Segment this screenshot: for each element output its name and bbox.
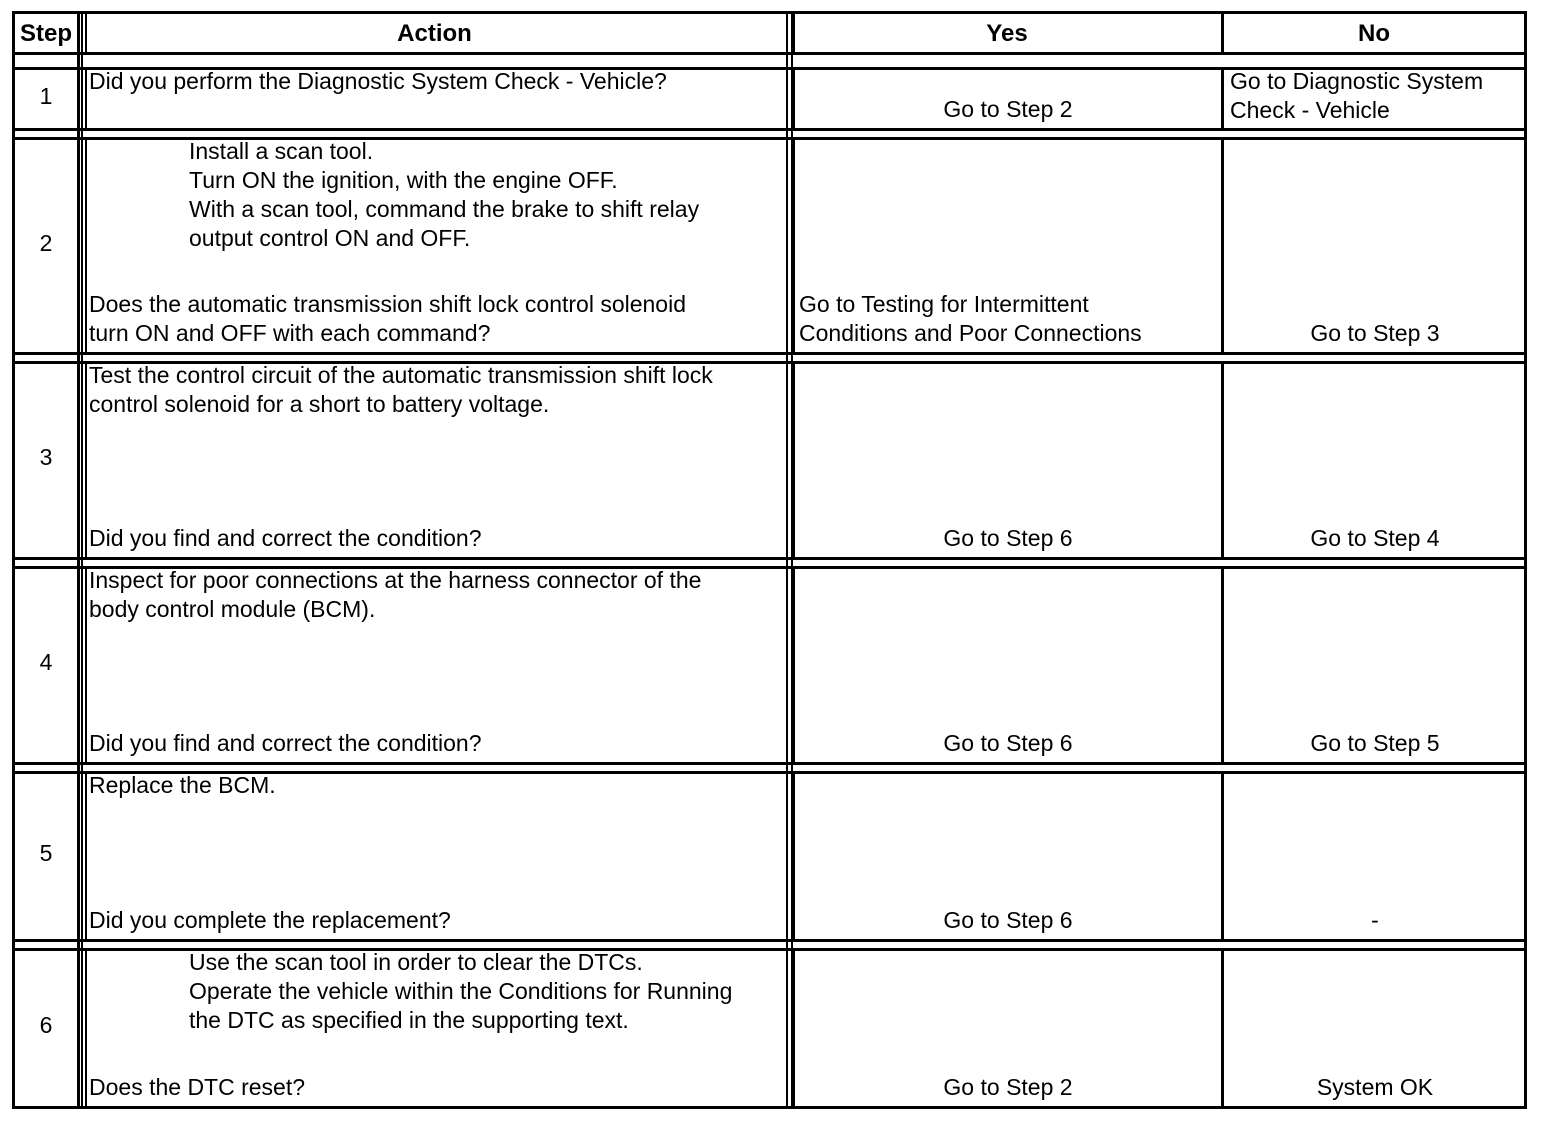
no-text [1230, 1073, 1520, 1102]
action-line: output control ON and OFF. [189, 225, 471, 251]
action-line: Operate the vehicle within the Conditions for Running [189, 978, 733, 1004]
yes-cell [793, 945, 1221, 1106]
action-line: body control module (BCM). [89, 596, 376, 622]
step-number: 1 [39, 83, 53, 109]
no-text [1230, 319, 1520, 348]
no-cell [1224, 768, 1524, 939]
header-no: No [1358, 20, 1390, 47]
action-text [89, 67, 782, 96]
action-cell [83, 64, 786, 128]
no-line: Go to Step 4 [1310, 525, 1440, 551]
yes-line: Conditions and Poor Connections [799, 320, 1142, 346]
step-number: 4 [39, 649, 53, 675]
action-question [89, 290, 782, 348]
action-line: Install a scan tool. [189, 138, 374, 164]
action-line: the DTC as specified in the supporting text. [189, 1007, 629, 1033]
action-line: Did you find and correct the condition? [89, 525, 482, 551]
action-cell [83, 563, 786, 762]
action-line: Does the DTC reset? [89, 1074, 306, 1100]
action-text [89, 566, 782, 624]
action-line: turn ON and OFF with each command? [89, 320, 491, 346]
yes-text [799, 95, 1217, 124]
action-steps [89, 137, 782, 253]
action-steps [89, 948, 782, 1035]
header-yes: Yes [986, 20, 1028, 47]
no-cell [1224, 945, 1524, 1106]
action-cell [83, 134, 786, 352]
action-question [89, 524, 782, 553]
action-cell [83, 945, 786, 1106]
action-question [89, 1073, 782, 1102]
yes-text [799, 524, 1217, 553]
header-step: Step [19, 20, 72, 47]
action-line: Turn ON the ignition, with the engine OFF. [189, 167, 618, 193]
step-number: 5 [39, 840, 53, 866]
yes-cell [793, 563, 1221, 762]
no-cell [1224, 358, 1524, 557]
action-line: Inspect for poor connections at the harness connector of the [89, 567, 702, 593]
no-cell [1224, 64, 1524, 128]
yes-line: Go to Testing for Intermittent [799, 291, 1089, 317]
no-line: Go to Step 3 [1310, 320, 1440, 346]
step-number: 6 [39, 1012, 53, 1038]
action-line: Did you complete the replacement? [89, 907, 451, 933]
column-divider [77, 14, 80, 1106]
action-line: Replace the BCM. [89, 772, 276, 798]
no-line: Go to Diagnostic System [1230, 68, 1484, 94]
action-text [89, 361, 782, 419]
yes-line: Go to Step 6 [943, 525, 1073, 551]
no-text [1230, 729, 1520, 758]
action-cell [83, 358, 786, 557]
action-line: Did you perform the Diagnostic System Check - Vehicle? [89, 68, 667, 94]
action-line: control solenoid for a short to battery voltage. [89, 391, 550, 417]
step-number: 3 [39, 444, 53, 470]
action-line: Does the automatic transmission shift lock control solenoid [89, 291, 687, 317]
yes-text [799, 906, 1217, 935]
step-number: 2 [39, 230, 53, 256]
no-line: System OK [1316, 1074, 1434, 1100]
header-action: Action [397, 20, 472, 47]
yes-line: Go to Step 2 [943, 1074, 1073, 1100]
action-line: Test the control circuit of the automatic transmission shift lock [89, 362, 713, 388]
column-divider [786, 14, 788, 1106]
action-question [89, 729, 782, 758]
yes-text [799, 290, 1217, 348]
no-line: Check - Vehicle [1230, 97, 1390, 123]
no-line: Go to Step 5 [1310, 730, 1440, 756]
no-cell [1224, 563, 1524, 762]
yes-text [799, 729, 1217, 758]
diagnostic-table [12, 11, 1527, 1109]
no-text [1230, 67, 1520, 125]
action-question [89, 906, 782, 935]
yes-line: Go to Step 2 [943, 96, 1073, 122]
no-text [1230, 524, 1520, 553]
action-cell [83, 768, 786, 939]
no-line: - [1371, 907, 1379, 933]
yes-cell [793, 358, 1221, 557]
action-text [89, 771, 782, 800]
yes-cell [793, 64, 1221, 128]
no-text [1230, 906, 1520, 935]
yes-cell [793, 768, 1221, 939]
action-line: With a scan tool, command the brake to shift relay [189, 196, 700, 222]
yes-cell [793, 134, 1221, 352]
action-line: Use the scan tool in order to clear the DTCs. [189, 949, 643, 975]
action-line: Did you find and correct the condition? [89, 730, 482, 756]
no-cell [1224, 134, 1524, 352]
yes-line: Go to Step 6 [943, 907, 1073, 933]
yes-text [799, 1073, 1217, 1102]
yes-line: Go to Step 6 [943, 730, 1073, 756]
